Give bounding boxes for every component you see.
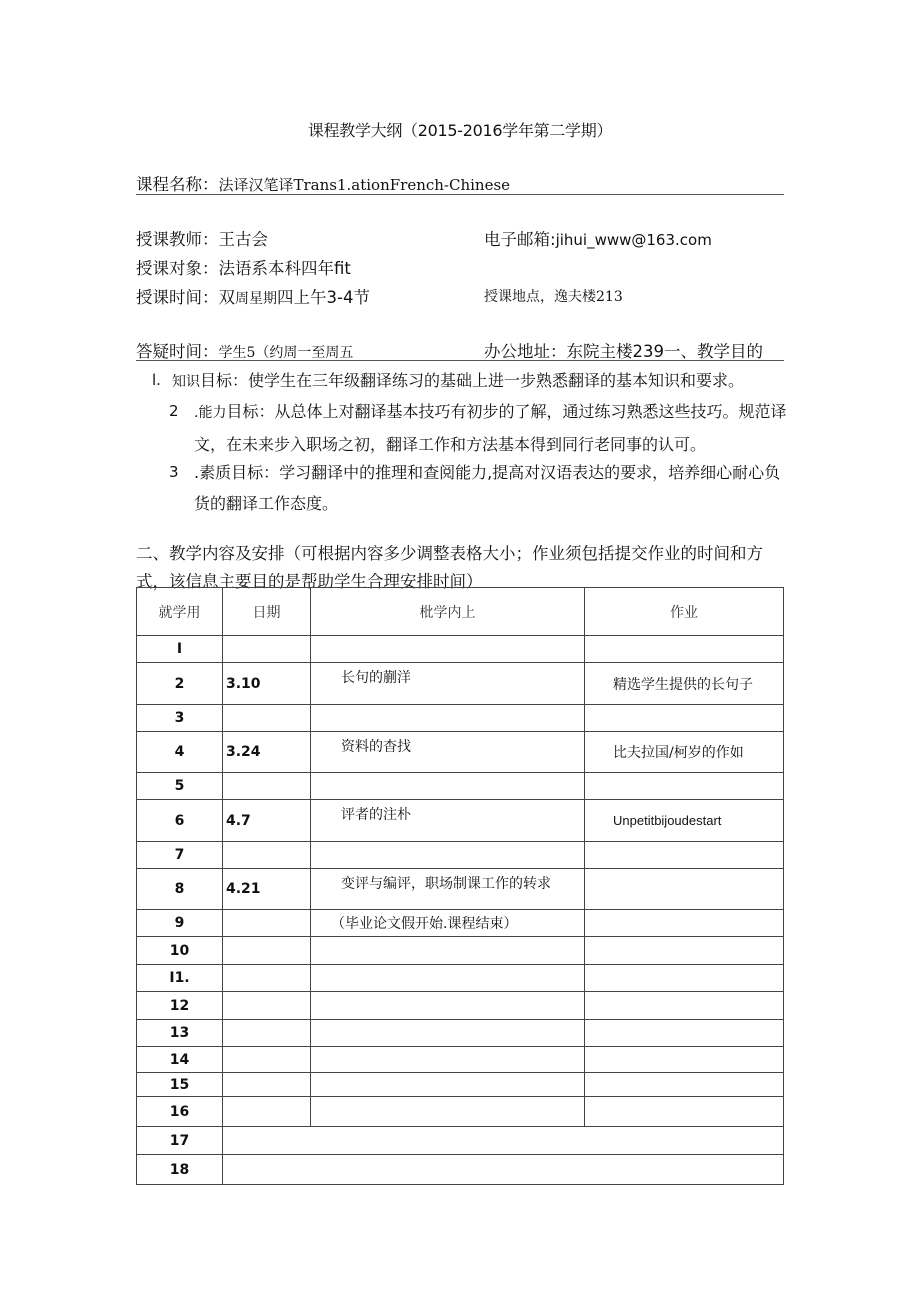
time-value-a: 双 <box>218 288 235 307</box>
divider-top <box>136 194 784 195</box>
date-cell: 4.7 <box>223 800 311 842</box>
table-row <box>137 773 784 800</box>
time-value-c: 四上午3-4节 <box>277 288 370 307</box>
divider-middle <box>136 360 784 361</box>
audience-value: 法语系本科四年fit <box>218 259 351 278</box>
date-cell <box>223 636 311 663</box>
homework-cell: Unpetitbijoudestart <box>585 800 784 842</box>
objective-3 <box>169 457 794 519</box>
table-row <box>137 1020 784 1047</box>
teacher-label: 授课教师： <box>136 230 219 249</box>
week-cell: 12 <box>137 992 223 1020</box>
table-row <box>137 1097 784 1127</box>
objective-2 <box>169 396 794 460</box>
homework-cell <box>585 910 784 937</box>
homework-cell <box>585 965 784 992</box>
homework-cell <box>585 705 784 732</box>
merged-cell <box>223 1155 784 1185</box>
email-value: jihui_www@163.com <box>555 231 712 249</box>
content-cell <box>311 636 585 663</box>
week-cell: 18 <box>137 1155 223 1185</box>
table-row <box>137 965 784 992</box>
qa-label: 答疑时间： <box>136 342 219 361</box>
teacher-line <box>136 226 268 250</box>
week-cell: 5 <box>137 773 223 800</box>
week-cell: I <box>137 636 223 663</box>
table-row <box>137 1127 784 1155</box>
date-cell: 3.10 <box>223 663 311 705</box>
section-2-heading: 二、教学内容及安排（可根据内容多少调整表格大小；作业须包括提交作业的时间和方式，该信息主要目的是帮助学生合理安排时间） <box>136 544 763 591</box>
table-row <box>137 937 784 965</box>
objective-1-text: 目标：使学生在三年级翻译练习的基础上进一步熟悉翻译的基本知识和要求。 <box>200 371 745 390</box>
table-header-row <box>137 588 784 636</box>
week-cell: 14 <box>137 1047 223 1073</box>
table-row <box>137 663 784 705</box>
content-cell <box>311 1073 585 1097</box>
table-row <box>137 1155 784 1185</box>
week-cell: 13 <box>137 1020 223 1047</box>
week-cell: I1. <box>137 965 223 992</box>
homework-cell <box>585 1073 784 1097</box>
audience-line <box>136 255 351 279</box>
week-cell: 9 <box>137 910 223 937</box>
week-cell: 7 <box>137 842 223 869</box>
content-cell <box>311 705 585 732</box>
homework-cell <box>585 1047 784 1073</box>
week-cell: 3 <box>137 705 223 732</box>
schedule-table <box>136 587 784 1185</box>
date-cell <box>223 773 311 800</box>
date-cell <box>223 965 311 992</box>
week-cell: 2 <box>137 663 223 705</box>
content-cell <box>311 773 585 800</box>
table-row <box>137 992 784 1020</box>
table-row <box>137 636 784 663</box>
week-cell: 17 <box>137 1127 223 1155</box>
date-cell: 4.21 <box>223 869 311 910</box>
office-label: 办公地址： <box>484 342 567 361</box>
objective-2-head: .能力 <box>194 405 227 421</box>
table-row <box>137 1047 784 1073</box>
table-row <box>137 732 784 773</box>
homework-cell <box>585 937 784 965</box>
date-cell: 3.24 <box>223 732 311 773</box>
objective-1-head: 知识 <box>172 374 200 390</box>
content-cell: 评者的注朴 <box>311 800 585 842</box>
date-cell <box>223 1047 311 1073</box>
date-cell <box>223 937 311 965</box>
merged-cell <box>223 1127 784 1155</box>
date-cell <box>223 1073 311 1097</box>
objective-1 <box>152 365 792 398</box>
qa-line <box>136 338 353 362</box>
objective-2-number: 2 <box>169 402 179 420</box>
date-cell <box>223 1097 311 1127</box>
table-row <box>137 800 784 842</box>
qa-value: 学生5（约周一至周五 <box>218 345 354 361</box>
homework-cell <box>585 869 784 910</box>
table-row <box>137 869 784 910</box>
content-cell: 资料的杳找 <box>311 732 585 773</box>
objective-3-number: 3 <box>169 463 179 481</box>
table-row <box>137 705 784 732</box>
content-cell <box>311 992 585 1020</box>
homework-cell <box>585 773 784 800</box>
week-cell: 16 <box>137 1097 223 1127</box>
date-cell <box>223 992 311 1020</box>
homework-cell <box>585 992 784 1020</box>
week-cell: 15 <box>137 1073 223 1097</box>
teacher-value: 王古会 <box>218 230 268 249</box>
date-cell <box>223 910 311 937</box>
content-cell <box>311 1097 585 1127</box>
header-date: 日期 <box>223 588 311 636</box>
week-cell: 8 <box>137 869 223 910</box>
audience-label: 授课对象： <box>136 259 219 278</box>
email-line <box>484 226 712 250</box>
objective-1-number: l. <box>152 371 161 389</box>
objective-3-text: .素质目标：学习翻译中的推理和查阅能力,提高对汉语表达的要求，培养细心耐心负货的翻译工作态度。 <box>194 463 781 513</box>
table-row <box>137 1073 784 1097</box>
date-cell <box>223 1020 311 1047</box>
homework-cell <box>585 842 784 869</box>
course-name-value: 法译汉笔译Trans1.ationFrench-Chinese <box>218 176 511 194</box>
header-homework: 作业 <box>585 588 784 636</box>
objective-2-text: 目标：从总体上对翻译基本技巧有初步的了解，通过练习熟悉这些技巧。规范译文，在未来步入职场之初，翻译工作和方法基本得到同行老同事的认可。 <box>194 402 787 454</box>
content-cell <box>311 1020 585 1047</box>
time-value-b: 周星期 <box>235 291 277 307</box>
table-row <box>137 910 784 937</box>
homework-cell <box>585 1020 784 1047</box>
header-content: 枇学内上 <box>311 588 585 636</box>
content-cell <box>311 1047 585 1073</box>
document-title: 课程教学大纲（2015-2016学年第二学期） <box>307 121 613 140</box>
content-cell: 变评与编评，职场制课工作的转求 <box>311 869 585 910</box>
course-name-line <box>136 171 510 195</box>
content-cell: 长句的蒯洋 <box>311 663 585 705</box>
homework-cell <box>585 1097 784 1127</box>
office-line <box>484 338 763 362</box>
date-cell <box>223 842 311 869</box>
date-cell <box>223 705 311 732</box>
content-cell <box>311 842 585 869</box>
content-cell <box>311 965 585 992</box>
office-value: 东院主楼239一、教学目的 <box>566 342 763 361</box>
time-label: 授课时间： <box>136 288 219 307</box>
week-cell: 10 <box>137 937 223 965</box>
homework-cell: 精选学生提供的长句子 <box>585 663 784 705</box>
homework-cell <box>585 636 784 663</box>
week-cell: 4 <box>137 732 223 773</box>
content-cell <box>311 937 585 965</box>
email-label: 电子邮箱: <box>484 230 556 249</box>
week-cell: 6 <box>137 800 223 842</box>
course-name-label: 课程名称： <box>136 175 219 194</box>
time-line <box>136 284 370 308</box>
content-cell: （毕业论文假开始.课程结束） <box>311 910 585 937</box>
header-week: 就学用 <box>137 588 223 636</box>
homework-cell: 比夫拉国/柯岁的作如 <box>585 732 784 773</box>
table-row <box>137 842 784 869</box>
location-text: 授课地点，逸夫楼213 <box>484 289 623 305</box>
